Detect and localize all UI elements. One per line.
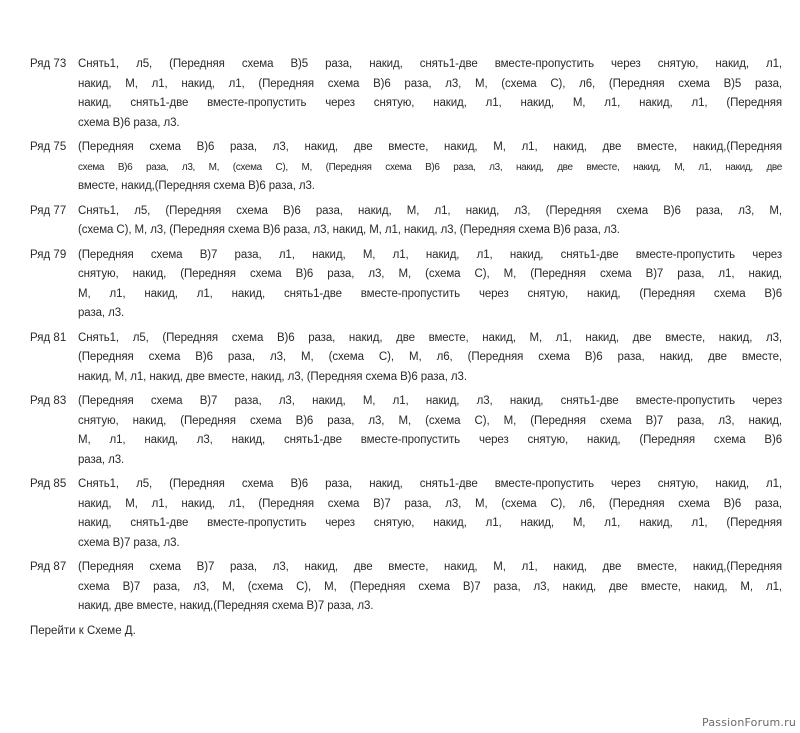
instruction-line: вместе, накид,(Передняя схема В)6 раза, л3.: [78, 180, 315, 192]
pattern-row-85: [30, 475, 782, 553]
instruction-line: снятую, накид, (Передняя схема В)6 раза, л3, М, (схема С), М, (Передняя схема В)7 раза, л1, накид,: [78, 268, 782, 280]
pattern-row-73: [30, 55, 782, 133]
row-instructions: [78, 329, 782, 388]
row-instructions: [78, 475, 782, 553]
row-instructions: [78, 558, 782, 617]
row-instructions: [78, 392, 782, 470]
pattern-document: [30, 55, 782, 641]
row-label: Ряд 79: [30, 248, 67, 261]
instruction-line: схема В)6 раза, л3.: [78, 116, 180, 129]
site-watermark: PassionForum.ru: [702, 716, 796, 729]
instruction-line: накид, две вместе, накид,(Передняя схема В)7 раза, л3.: [78, 600, 374, 612]
instruction-line: (Передняя схема В)7 раза, л1, накид, М, л1, накид, л1, накид, снять1-две вместе-пропустить через: [78, 248, 782, 261]
instruction-line: (схема С), М, л3, (Передняя схема В)6 раза, л3, накид, М, л1, накид, л3, (Передняя схема В)6 раза, л3.: [78, 224, 620, 236]
pattern-row-77: [30, 202, 782, 241]
instruction-line: (Передняя схема В)6 раза, л3, накид, две вместе, накид, М, л1, накид, две вместе, накид,(Передняя: [78, 141, 782, 153]
instruction-line: М, л1, накид, л3, накид, снять1-две вместе-пропустить через снятую, накид, (Передняя схема В)6: [78, 434, 782, 446]
pattern-row-79: [30, 246, 782, 324]
instruction-line: накид, снять1-две вместе-пропустить через снятую, накид, л1, накид, М, л1, накид, л1, (Передняя: [78, 97, 782, 109]
instruction-line: (Передняя схема В)7 раза, л3, накид, М, л1, накид, л3, накид, снять1-две вместе-пропустить через: [78, 395, 782, 407]
instruction-line: (Передняя схема В)6 раза, л3, М, (схема С), М, л6, (Передняя схема В)6 раза, накид, две вместе,: [78, 351, 782, 363]
row-label: Ряд 77: [30, 204, 67, 217]
pattern-row-75: [30, 138, 782, 197]
instruction-line: (Передняя схема В)7 раза, л3, накид, две вместе, накид, М, л1, накид, две вместе, накид,(Передняя: [78, 561, 782, 573]
instruction-line: схема В)7 раза, л3, М, (схема С), М, (Передняя схема В)7 раза, л3, накид, две вместе, накид, М, л1,: [78, 580, 782, 593]
instruction-line: схема В)7 раза, л3.: [78, 536, 180, 549]
pattern-row-83: [30, 392, 782, 470]
instruction-line: Снять1, л5, (Передняя схема В)5 раза, накид, снять1-две вместе-пропустить через снятую, накид, л1,: [78, 58, 782, 70]
instruction-line: накид, М, л1, накид, л1, (Передняя схема В)6 раза, л3, М, (схема С), л6, (Передняя схема В)5 раза,: [78, 77, 782, 90]
next-scheme-link: Перейти к Схеме Д.: [30, 624, 136, 637]
row-label: Ряд 85: [30, 478, 67, 490]
row-label: Ряд 83: [30, 395, 67, 407]
instruction-line: раза, л3.: [78, 307, 125, 319]
pattern-row-87: [30, 558, 782, 617]
instruction-line: схема В)6 раза, л3, М, (схема С), М, (Передняя схема В)6 раза, л3, накид, две вместе, накид, М, л1, накид, две: [78, 161, 782, 173]
instruction-line: М, л1, накид, л1, накид, снять1-две вместе-пропустить через снятую, накид, (Передняя схема В)6: [78, 287, 782, 300]
instruction-line: Снять1, л5, (Передняя схема В)6 раза, накид, снять1-две вместе-пропустить через снятую, накид, л1,: [78, 478, 782, 490]
instruction-line: накид, М, л1, накид, л1, (Передняя схема В)7 раза, л3, М, (схема С), л6, (Передняя схема В)6 раза,: [78, 497, 782, 510]
row-instructions: [78, 138, 782, 197]
row-label: Ряд 75: [30, 141, 67, 153]
row-instructions: [78, 202, 782, 241]
row-label: Ряд 87: [30, 561, 67, 573]
pattern-row-81: [30, 329, 782, 388]
instruction-line: раза, л3.: [78, 453, 125, 466]
instruction-line: Снять1, л5, (Передняя схема В)6 раза, накид, М, л1, накид, л3, (Передняя схема В)6 раза, л3, М,: [78, 204, 782, 217]
instruction-line: накид, снять1-две вместе-пропустить через снятую, накид, л1, накид, М, л1, накид, л1, (Передняя: [78, 517, 782, 529]
row-instructions: [78, 55, 782, 133]
instruction-line: Снять1, л5, (Передняя схема В)6 раза, накид, две вместе, накид, М, л1, накид, две вместе, накид, л3,: [78, 331, 782, 344]
row-instructions: [78, 246, 782, 324]
instruction-line: снятую, накид, (Передняя схема В)6 раза, л3, М, (схема С), М, (Передняя схема В)7 раза, л3, накид,: [78, 414, 782, 427]
instruction-line: накид, М, л1, накид, две вместе, накид, л3, (Передняя схема В)6 раза, л3.: [78, 370, 467, 383]
row-label: Ряд 81: [30, 331, 67, 344]
row-label: Ряд 73: [30, 58, 67, 70]
